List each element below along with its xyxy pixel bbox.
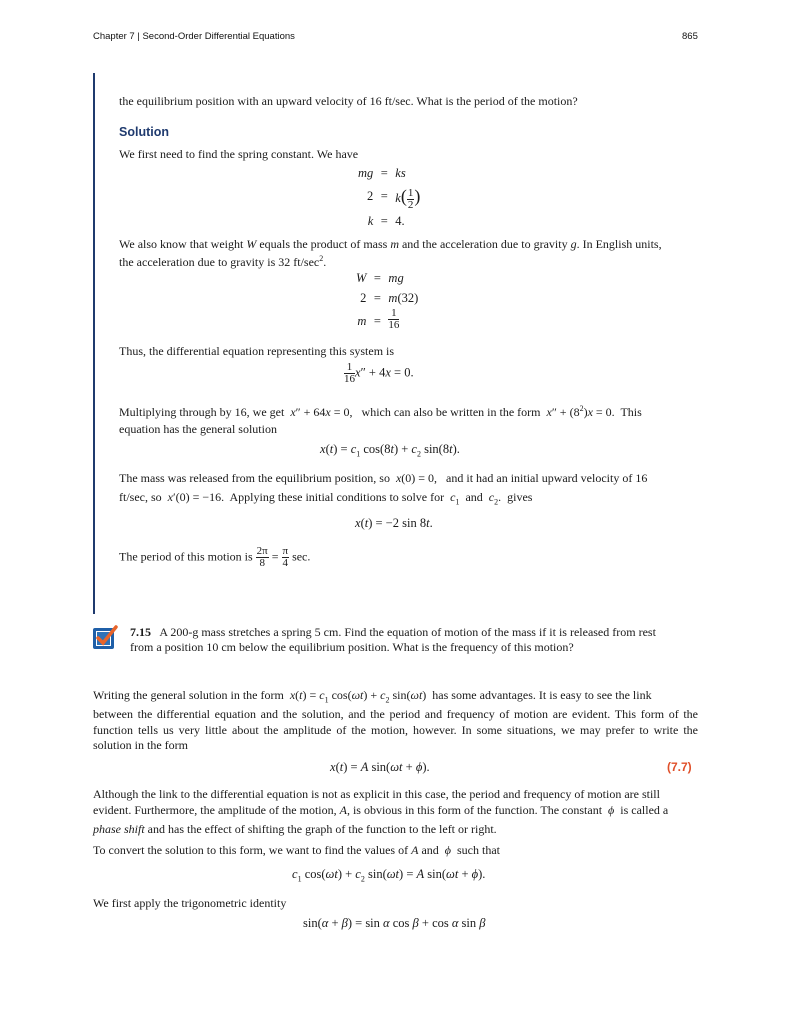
body-paragraph-2-line-2: evident. Furthermore, the amplitude of the motion, A, is obvious in this form of the function. The constant ϕ is called a [93, 803, 669, 817]
example-intro-line: the equilibrium position with an upward velocity of 16 ft/sec. What is the period of the motion? [119, 94, 578, 108]
period-text: The period of this motion is $\frac{2\pi}{8}$ = $\frac{\pi}{4}$ sec. [119, 545, 311, 569]
eq1-lhs-3: k [367, 214, 374, 228]
multiply-text-line-2: equation has the general solution [119, 422, 277, 436]
eq1-lhs-2: 2 [367, 189, 374, 203]
eq2-lhs-3: m [357, 314, 367, 328]
body-paragraph-1-line-1: Writing the general solution in the form $x(t) = c_1$ $\cos(\omega t) + c_2$ sin(ωt) has some advantages. It is easy to see the link [93, 688, 652, 705]
weight-text-line-2: the acceleration due to gravity is 32 $ft/\sec^2$. [119, 254, 327, 269]
eq2-lhs-1: W [356, 271, 367, 285]
checkbox-checked-icon [92, 625, 118, 651]
equation-number-7-7: (7.7) [667, 760, 692, 774]
trig-identity-equation: sin(α + β) = sin α cos β + cos α sin β [303, 916, 486, 930]
eq1-rhs-3: 4. [395, 214, 405, 228]
page-number: 865 [682, 31, 698, 42]
conversion-equation: $c_1$ $\cos(\omega t) + c_2$ sin(ωt) = A sin(ωt + ϕ). [292, 867, 486, 884]
solution-heading: Solution [119, 125, 169, 139]
eq1-lhs-1: mg [358, 166, 374, 180]
equation-7-7: x(t) = A sin(ωt + ϕ). [330, 760, 430, 774]
spring-constant-text: We first need to find the spring constant. We have [119, 147, 359, 161]
eq2-rhs-2: m(32) [388, 291, 419, 305]
general-solution-equation: $x(t) = c_1$ $\cos(8t) + c_2$ sin(8t). [320, 442, 460, 459]
eq1-rhs-2: k( $\frac{1}{2}$ ) [395, 186, 421, 211]
differential-equation: $\frac{1}{16}$ x″ + 4x = 0. [344, 361, 414, 385]
checkpoint-line-2: from a position 10 cm below the equilibrium position. What is the frequency of this motion? [130, 640, 574, 654]
body-paragraph-2-line-3: phase shift and has the effect of shifting the graph of the function to the left or right. [93, 822, 497, 836]
identity-intro-text: We first apply the trigonometric identity [93, 896, 287, 910]
checkpoint-line-1: 7.15 A 200-g mass stretches a spring 5 cm. Find the equation of motion of the mass if it is released from rest [130, 625, 656, 639]
checkpoint-number: 7.15 [130, 625, 151, 639]
equation-block-mass: W = mg 2 = m(32) m = $\frac{1}{16}$ [356, 268, 418, 334]
weight-text-line-1: We also know that weight W equals the product of mass m and the acceleration due to gravity g. In English units, [119, 237, 662, 251]
diffeq-intro-text: Thus, the differential equation representing this system is [119, 344, 395, 358]
eq2-lhs-2: 2 [360, 291, 367, 305]
body-paragraph-1-rest: between the differential equation and the solution, and the period and frequency of motion are evident. This form of the function tells us very little about the amplitude of the motion, however. In some situations, we may prefer to write the solution in the form [93, 707, 698, 752]
released-text-line-2: ft/sec, so x′(0) = −16. Applying these initial conditions to solve for $c_1$ and $c_2$. gives [119, 490, 533, 507]
equation-block-spring-constant: mg = ks 2 = k( $\frac{1}{2}$ ) k = 4. [358, 163, 420, 231]
body-paragraph-2-line-1: Although the link to the differential equation is not as explicit in this case, the period and frequency of motion are still [93, 787, 660, 801]
released-text-line-1: The mass was released from the equilibrium position, so x(0) = 0, and it had an initial upward velocity of 16 [119, 471, 648, 485]
multiply-text-line-1: Multiplying through by 16, we get x″ + 64x = 0, which can also be written in the form $x'' + (8^2)x = 0$. This [119, 404, 642, 419]
eq1-rhs-1: ks [395, 166, 406, 180]
eq2-rhs-3: $\frac{1}{16}$ [388, 307, 400, 331]
eq2-rhs-1: mg [388, 271, 404, 285]
particular-solution-equation: x(t) = −2 sin 8t. [355, 516, 433, 530]
example-side-bar [93, 73, 95, 614]
running-header-chapter: Chapter 7 | Second-Order Differential Equations [93, 31, 295, 42]
body-paragraph-3: To convert the solution to this form, we want to find the values of A and ϕ such that [93, 843, 500, 857]
